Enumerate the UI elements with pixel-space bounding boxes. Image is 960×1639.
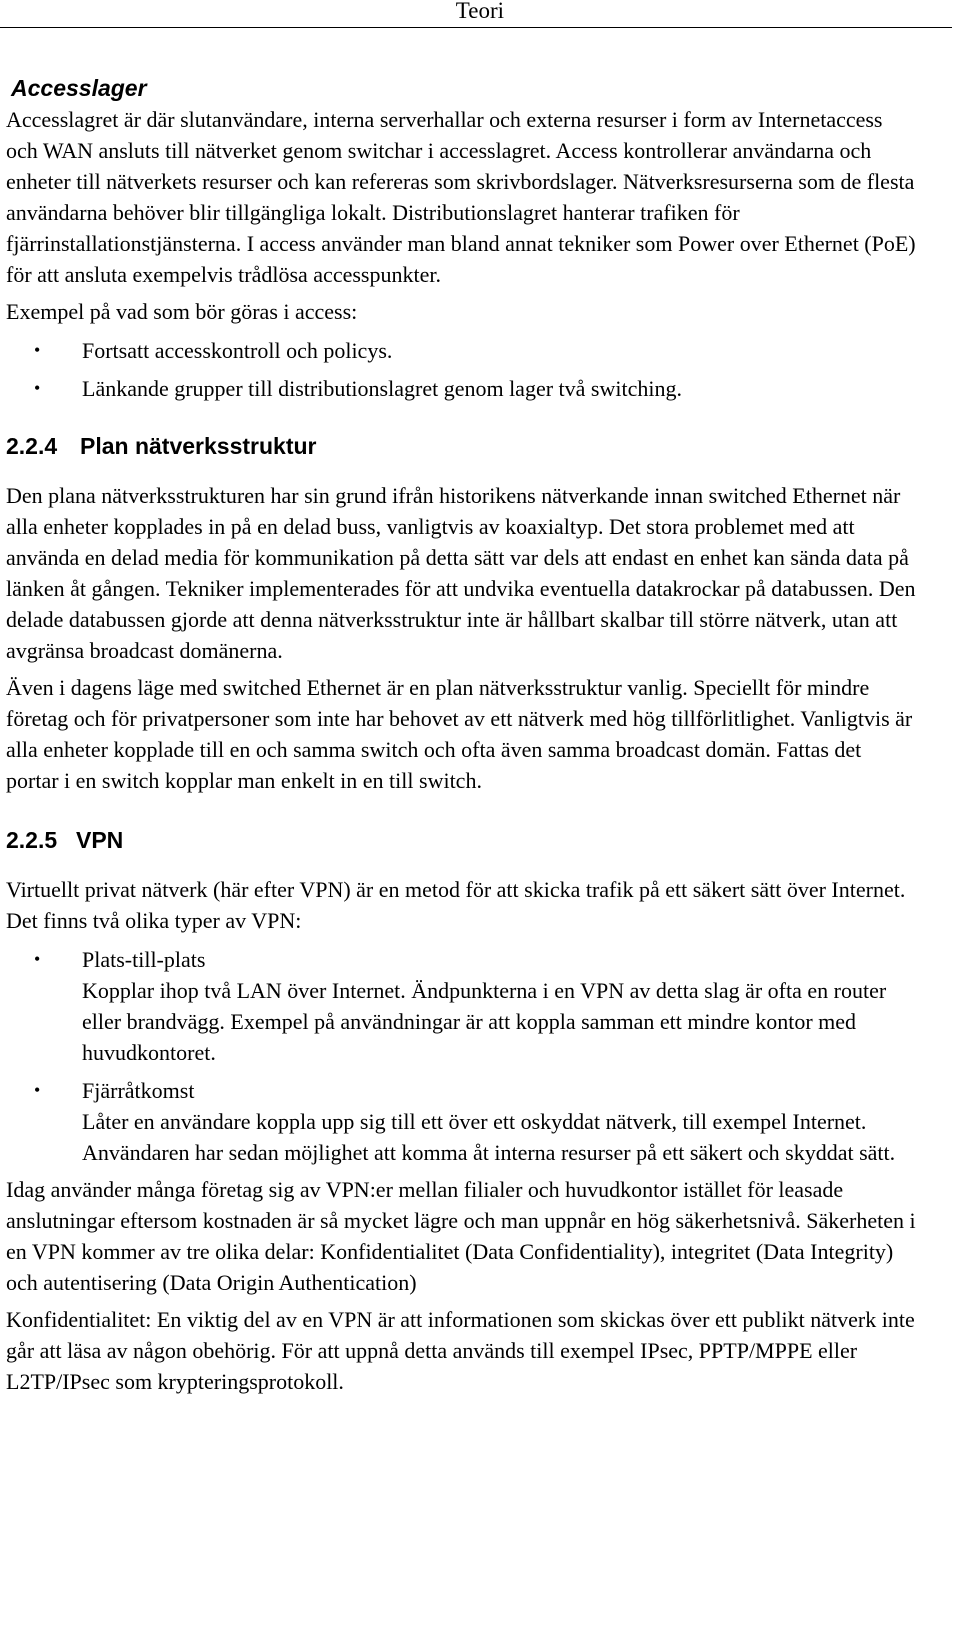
list-item-text: Fortsatt accesskontroll och policys. [82, 338, 393, 363]
section-vpn [6, 826, 918, 1397]
bullet-icon: • [34, 340, 41, 360]
paragraph: Virtuellt privat nätverk (här efter VPN) är en metod för att skicka trafik på ett säkert sätt över Internet. Det finns två olika typer av VPN: [6, 877, 906, 933]
list-item-title: Plats-till-plats [82, 947, 206, 972]
section-accesslager [6, 74, 918, 404]
list-item-title: Fjärråtkomst [82, 1078, 195, 1103]
list-item-text: Låter en användare koppla upp sig till ett över ett oskyddat nätverk, till exempel Internet. Användaren har sedan möjlighet att komma åt interna resurser på ett säkert och skyddat sätt. [82, 1109, 896, 1165]
list-item [6, 944, 918, 1068]
list-item-text: Länkande grupper till distributionslagret genom lager två switching. [82, 376, 682, 401]
section-title: VPN [76, 827, 124, 853]
paragraph: Exempel på vad som bör göras i access: [6, 299, 358, 324]
bullet-icon: • [34, 1080, 41, 1100]
paragraph: Idag använder många företag sig av VPN:er mellan filialer och huvudkontor istället för leasade anslutningar eftersom kostnaden är så mycket lägre och man uppnår en hög säkerhetsnivå. Säkerheten i en VPN kommer av tre olika delar: Konfidentialitet (Data Confidentiality), integritet (Data Integrity) och autentisering (Data Origin Authentication) [6, 1177, 916, 1295]
section-heading [6, 432, 918, 460]
running-header [0, 0, 952, 28]
section-number: 2.2.5 [6, 827, 58, 853]
paragraph: Även i dagens läge med switched Ethernet är en plan nätverksstruktur vanlig. Speciellt för mindre företag och för privatpersoner som inte har behovet av ett nätverk med hög tillförlitlighet. Vanligtvis är alla enheter kopplade till en och samma switch och ofta även samma broadcast domän. Fattas det portar i en switch kopplar man enkelt in en till switch. [6, 675, 913, 793]
section-number: 2.2.4 [6, 433, 58, 459]
list-item [6, 373, 918, 404]
page-content [6, 74, 918, 1397]
bullet-list [6, 944, 918, 1168]
header-title: Teori [455, 0, 504, 23]
subsection-heading-accesslager: Accesslager [11, 75, 147, 101]
list-item-text: Kopplar ihop två LAN över Internet. Ändpunkterna i en VPN av detta slag är ofta en router eller brandvägg. Exempel på användningar är att koppla samman ett mindre kontor med huvudkontoret. [82, 978, 887, 1065]
list-item [6, 335, 918, 366]
paragraph: Accesslagret är där slutanvändare, interna serverhallar och externa resurser i form av Internetaccess och WAN ansluts till nätverket genom switchar i accesslagret. Access kontrollerar användarna och enheter till nätverkets resurser och kan refereras som skrivbordslager. Nätverksresurserna som de flesta användarna behöver blir tillgängliga lokalt. Distributionslagret hanterar trafiken för fjärrinstallationstjänsterna. I access använder man bland annat tekniker som Power over Ethernet (PoE) för att ansluta exempelvis trådlösa accesspunkter. [6, 107, 916, 287]
bullet-icon: • [34, 378, 41, 398]
paragraph: Konfidentialitet: En viktig del av en VPN är att informationen som skickas över ett publikt nätverk inte går att läsa av någon obehörig. För att uppnå detta används till exempel IPsec, PPTP/MPPE eller L2TP/IPsec som krypteringsprotokoll. [6, 1307, 915, 1394]
paragraph: Den plana nätverksstrukturen har sin grund ifrån historikens nätverkande innan switched Ethernet när alla enheter kopplades in på en delad buss, vanligtvis av koaxialtyp. Det stora problemet med att använda en delad media för kommunikation på detta sätt var dels att endast en enhet kan sända data på länken åt gången. Tekniker implementerades för att undvika eventuella datakrockar på databussen. Den delade databussen gjorde att denna nätverksstruktur inte är hållbart skalbar till större nätverk, utan att avgränsa broadcast domänerna. [6, 483, 916, 663]
list-item [6, 1075, 918, 1168]
bullet-list [6, 335, 918, 404]
section-title: Plan nätverksstruktur [80, 433, 317, 459]
bullet-icon: • [34, 949, 41, 969]
section-heading [6, 826, 918, 854]
section-plan-natverksstruktur [6, 432, 918, 796]
